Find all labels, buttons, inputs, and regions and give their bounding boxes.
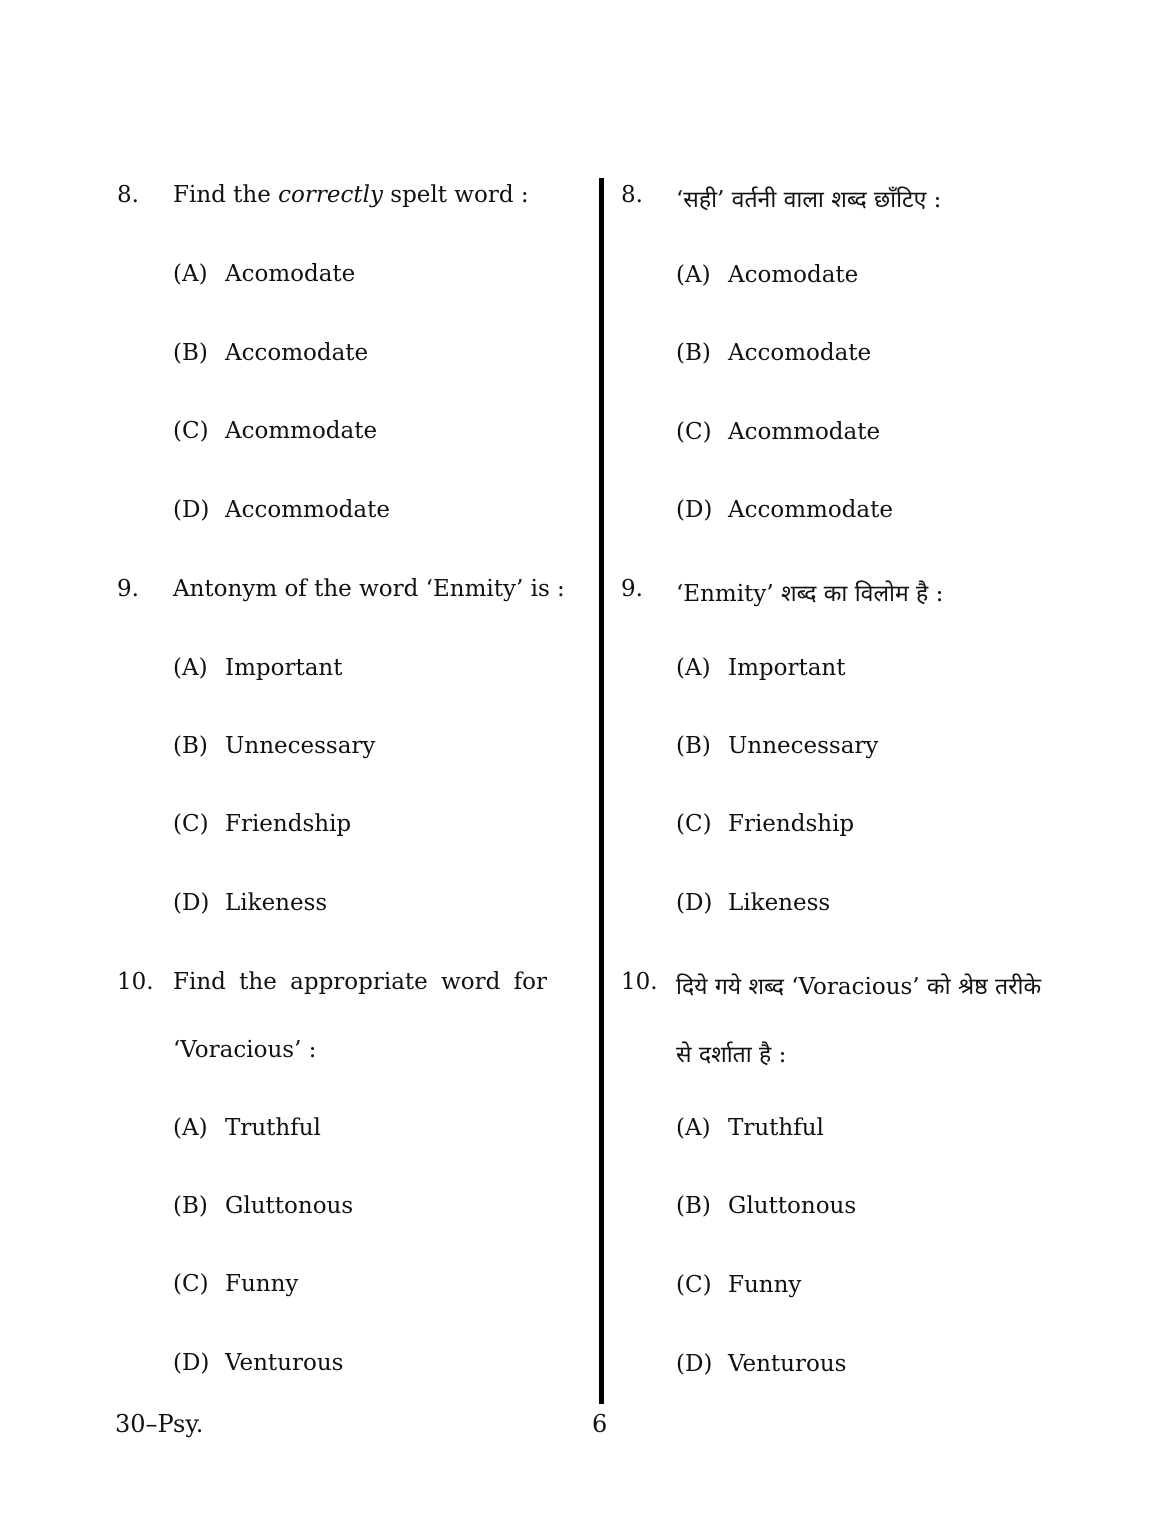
option-a: (A) Acomodate: [173, 261, 356, 287]
option-c: (C) Friendship: [676, 811, 855, 837]
question-number: 8.: [621, 182, 643, 208]
option-d: (D) Venturous: [676, 1351, 847, 1377]
paper-code: 30–Psy.: [115, 1410, 204, 1438]
option-d: (D) Likeness: [676, 890, 831, 916]
option-c: (C) Funny: [676, 1272, 802, 1298]
column-divider: [599, 178, 604, 1404]
question-text: ‘सही’ वर्तनी वाला शब्द छाँटिए :: [676, 187, 942, 213]
option-b: (B) Gluttonous: [173, 1193, 354, 1219]
option-b: (B) Accomodate: [173, 340, 369, 366]
page-number: 6: [592, 1410, 608, 1438]
option-a: (A) Important: [173, 655, 343, 681]
option-a: (A) Truthful: [173, 1115, 321, 1141]
question-text-line1: दिये गये शब्द ‘Voracious’ को श्रेष्ठ तरीके: [676, 974, 1042, 1000]
question-number: 8.: [117, 182, 139, 208]
question-number: 9.: [621, 576, 643, 602]
option-a: (A) Acomodate: [676, 262, 859, 288]
question-text: Find the correctly spelt word :: [173, 182, 529, 208]
option-a: (A) Truthful: [676, 1115, 824, 1141]
option-c: (C) Acommodate: [676, 419, 881, 445]
question-text: ‘Enmity’ शब्द का विलोम है :: [676, 581, 944, 607]
option-d: (D) Venturous: [173, 1350, 344, 1376]
option-b: (B) Unnecessary: [676, 733, 879, 759]
option-b: (B) Accomodate: [676, 340, 872, 366]
option-d: (D) Likeness: [173, 890, 328, 916]
option-d: (D) Accommodate: [173, 497, 390, 523]
question-text: Antonym of the word ‘Enmity’ is :: [173, 576, 565, 602]
option-b: (B) Gluttonous: [676, 1193, 857, 1219]
question-number: 10.: [117, 969, 154, 995]
option-c: (C) Acommodate: [173, 418, 378, 444]
question-text-line2: ‘Voracious’ :: [173, 1037, 317, 1063]
option-b: (B) Unnecessary: [173, 733, 376, 759]
question-text-line2: से दर्शाता है :: [676, 1042, 787, 1068]
option-a: (A) Important: [676, 655, 846, 681]
option-d: (D) Accommodate: [676, 497, 893, 523]
option-c: (C) Funny: [173, 1271, 299, 1297]
question-number: 9.: [117, 576, 139, 602]
option-c: (C) Friendship: [173, 811, 352, 837]
question-number: 10.: [621, 969, 658, 995]
question-text-line1: Find the appropriate word for: [173, 969, 548, 995]
